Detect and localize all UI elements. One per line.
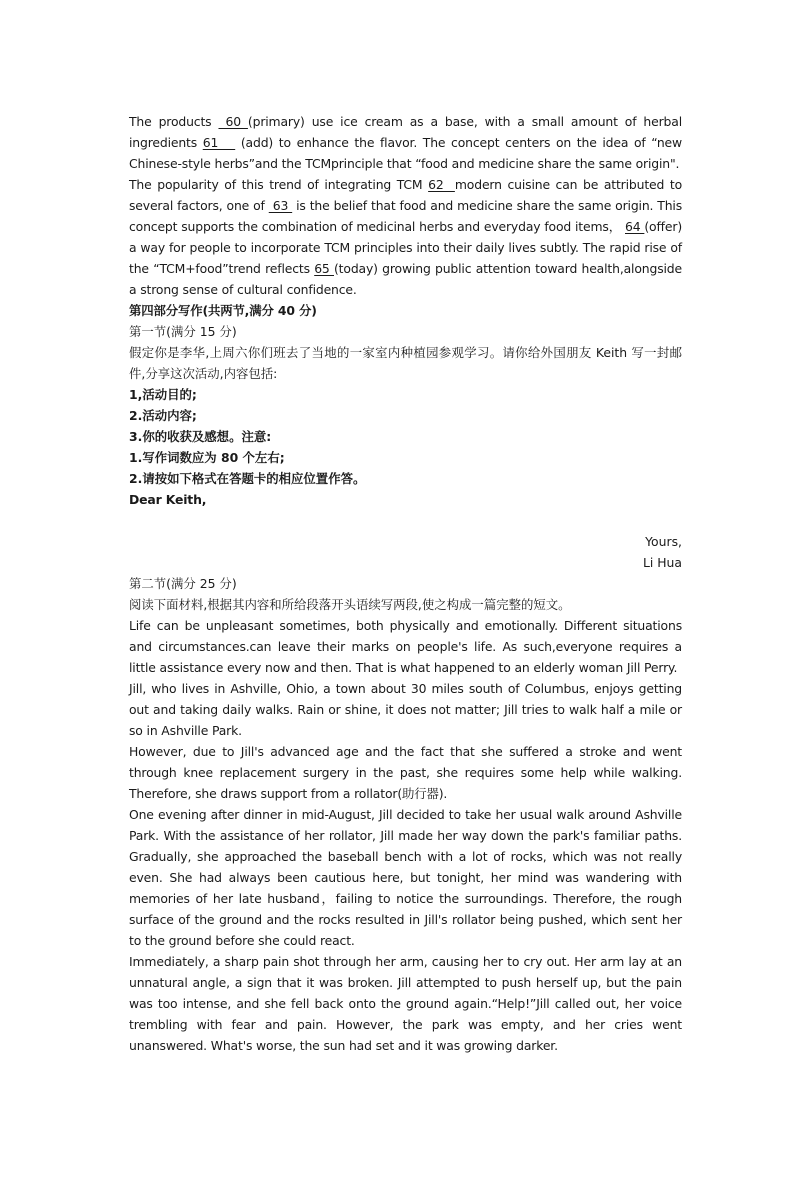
story-paragraph-2: Jill, who lives in Ashville, Ohio, a town about 30 miles south of Columbus, enjoys getting out and taking daily walks. Rain or shine, it does not matter; Jill tries to walk half a mile or so in Ashville Park. [129,681,682,738]
answer-blank: 61 [202,135,236,150]
story-paragraph-3: However, due to Jill's advanced age and the fact that she suffered a stroke and went through knee replacement surgery in the past, she requires some help while walking. Therefore, she draws support from a rollator(助行器). [129,744,682,801]
text-run: (today) growing public attention toward health,alongside a strong sense of cultural confidence. [129,261,682,297]
letter-closing: Yours, [645,534,682,549]
story-paragraph-4: One evening after dinner in mid-August, Jill decided to take her usual walk around Ashville Park. With the assistance of her rollator, Jill made her way down the park's familiar paths. Gradually, she approached the baseball bench with a lot of rocks, which was not really even. She had always been cautious here, but tonight, her mind was wandering with memories of her late husband，failing to notice the surroundings. Therefore, the rough surface of the ground and the rocks resulted in Jill's rollator being pushed, which sent her to the ground before she could react. [129,807,682,948]
text-run: is the belief that food and medicine share the same origin. This concept supports the combination of medicinal herbs and everyday food items， [129,198,683,234]
story-paragraph-1: Life can be unpleasant sometimes, both physically and emotionally. Different situations and circumstances.can leave their marks on people's life. As such,everyone requires a little assistance every now and then. That is what happened to an elderly woman Jill Perry. [129,618,682,675]
note-1: 1.写作词数应为 80 个左右; [129,450,285,465]
story-paragraph-5: Immediately, a sharp pain shot through her arm, causing her to cry out. Her arm lay at an unnatural angle, a sign that it was broken. Jill attempted to push herself up, but the pain was too intense, and she fell back onto the ground again.“Help!”Jill called out, her voice trembling with fear and pain. However, the park was empty, and her cries went unanswered. What's worse, the sun had set and it was growing darker. [129,954,682,1053]
content-item-1: 1,活动目的; [129,387,197,402]
answer-blank: 63 [268,198,293,213]
section1-title: 第一节(满分 15 分) [129,324,237,339]
reading-paragraph-1 [129,111,682,174]
text-run: modern cuisine can be attributed to several factors, one of [129,177,683,213]
letter-blank-space [129,510,682,531]
section2-prompt: 阅读下面材料,根据其内容和所给段落开头语续写两段,使之构成一篇完整的短文。 [129,597,571,612]
answer-blank: 62 [428,177,455,192]
answer-blank: 60 [218,114,248,129]
text-run: (primary) use ice cream as a base, with a small amount of herbal ingredients [129,114,683,150]
letter-greeting: Dear Keith, [129,492,207,507]
exam-page [129,111,682,1056]
part-title: 第四部分写作(共两节,满分 40 分) [129,303,317,318]
section1-prompt: 假定你是李华,上周六你们班去了当地的一家室内种植园参观学习。请你给外国朋友 Keith 写一封邮件,分享这次活动,内容包括: [129,345,682,381]
text-run: (offer) a way for people to incorporate TCM principles into their daily lives subtly. The rapid rise of the “TCM+food”trend reflects [129,219,682,276]
content-item-2: 2.活动内容; [129,408,197,423]
letter-signature: Li Hua [642,555,682,570]
text-run: The popularity of this trend of integrating TCM [129,177,429,192]
answer-blank: 64 [625,219,645,234]
note-2: 2.请按如下格式在答题卡的相应位置作答。 [129,471,366,486]
text-run: (add) to enhance the flavor. The concept centers on the idea of “new Chinese-style herbs”and the TCMprinciple that “food and medicine share the same origin". [129,135,683,171]
section2-title: 第二节(满分 25 分) [129,576,237,591]
content-item-3: 3.你的收获及感想。注意: [129,429,272,444]
text-run: The products [129,114,219,129]
reading-paragraph-2 [129,174,682,300]
answer-blank: 65 [314,261,334,276]
